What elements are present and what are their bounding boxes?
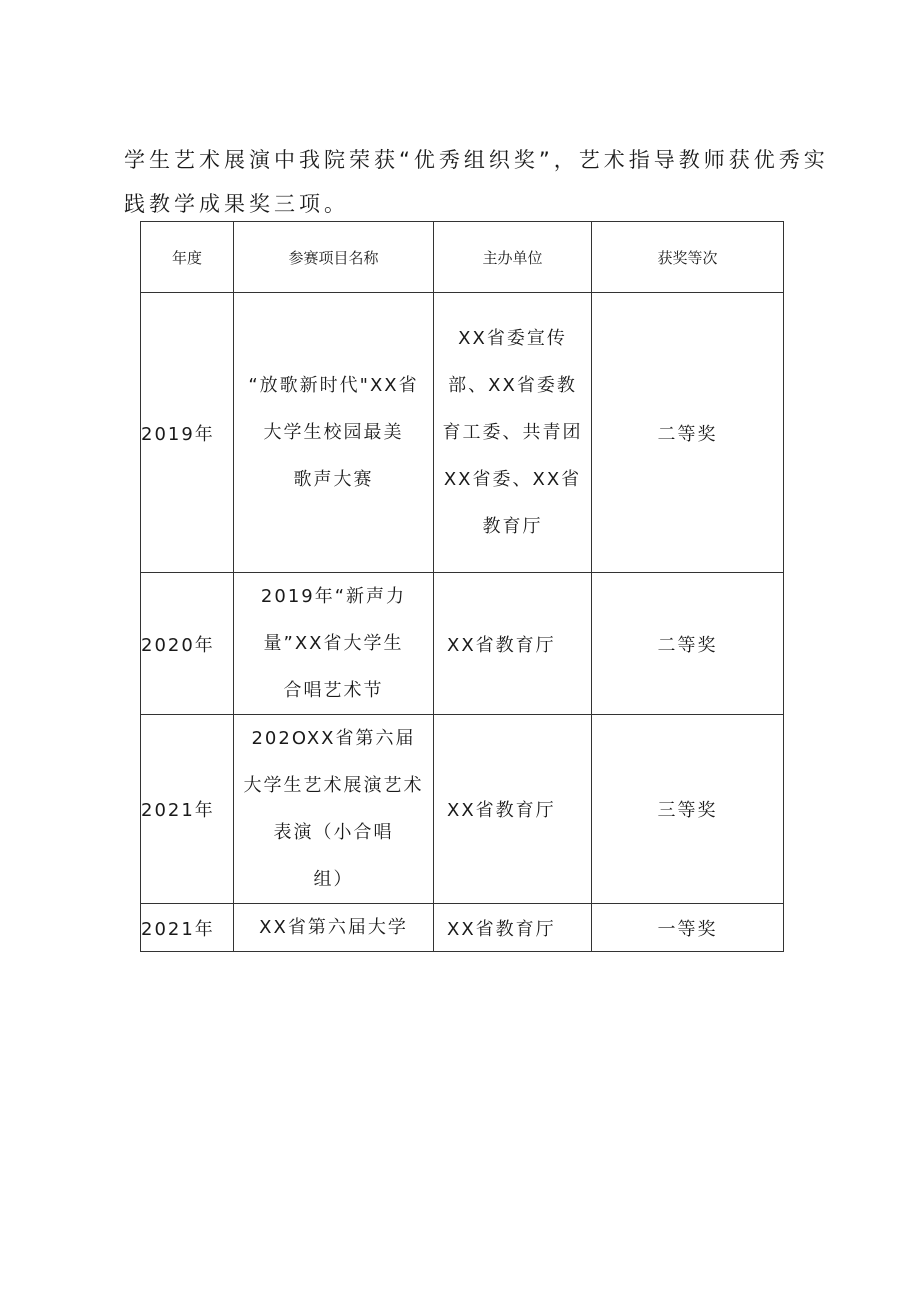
organizer-line: 育工委、共青团: [442, 422, 583, 443]
cell-award: 一等奖: [592, 904, 784, 952]
table-row: [141, 715, 784, 904]
cell-project: [234, 293, 434, 573]
cell-year: 2019年: [141, 293, 234, 573]
table-header-row: [141, 222, 784, 293]
cell-organizer: XX省教育厅: [434, 715, 592, 904]
cell-organizer: XX省教育厅: [434, 573, 592, 715]
organizer-line: XX省委、XX省: [443, 469, 582, 490]
header-award: 获奖等次: [592, 222, 784, 293]
organizer-line: 教育厅: [482, 516, 543, 537]
project-line: XX省第六届大学: [259, 917, 408, 938]
project-line: 歌声大赛: [293, 469, 374, 490]
project-line: 量”XX省大学生: [263, 633, 404, 654]
cell-award: 三等奖: [592, 715, 784, 904]
header-organizer: 主办单位: [434, 222, 592, 293]
table-row: [141, 904, 784, 952]
project-line: 表演（小合唱: [273, 822, 394, 843]
organizer-line: 部、XX省委教: [448, 375, 577, 396]
cell-year: 2021年: [141, 904, 234, 952]
cell-project: [234, 573, 434, 715]
cell-project: [234, 904, 434, 952]
organizer-line: XX省委宣传: [458, 328, 567, 349]
project-line: 大学生校园最美: [263, 422, 404, 443]
cell-project: [234, 715, 434, 904]
project-line: 合唱艺术节: [283, 680, 384, 701]
project-line: “放歌新时代"XX省: [248, 375, 419, 396]
body-paragraph: [124, 138, 829, 226]
awards-table: [140, 221, 784, 952]
project-line: 大学生艺术展演艺术: [243, 775, 424, 796]
project-line: 202OXX省第六届: [251, 728, 416, 749]
cell-organizer: XX省教育厅: [434, 904, 592, 952]
table-row: [141, 573, 784, 715]
cell-year: 2020年: [141, 573, 234, 715]
table-row: [141, 293, 784, 573]
cell-year: 2021年: [141, 715, 234, 904]
paragraph-line-1: 学生艺术展演中我院荣获“优秀组织奖”，艺术指导教师获优秀实: [124, 148, 829, 172]
cell-award: 二等奖: [592, 293, 784, 573]
project-line: 组）: [313, 869, 354, 890]
cell-award: 二等奖: [592, 573, 784, 715]
paragraph-line-2: 践教学成果奖三项。: [124, 192, 349, 216]
header-project: 参赛项目名称: [234, 222, 434, 293]
cell-organizer: [434, 293, 592, 573]
header-year: 年度: [141, 222, 234, 293]
project-line: 2019年“新声力: [260, 586, 407, 607]
